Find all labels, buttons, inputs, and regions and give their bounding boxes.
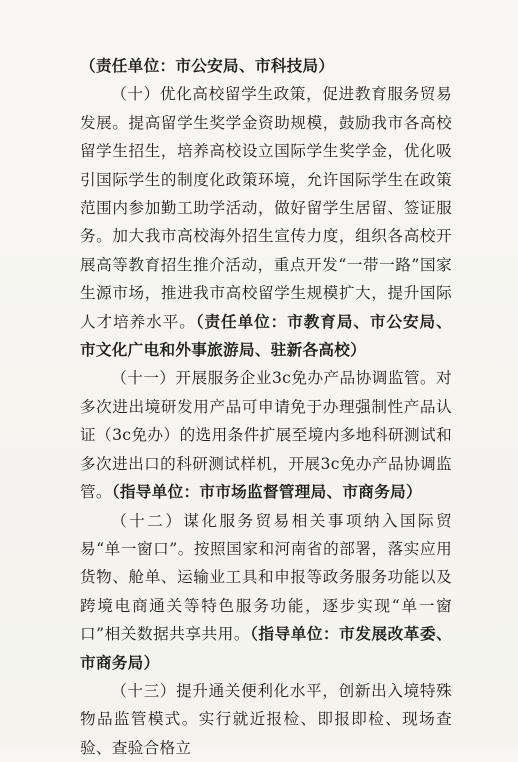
paragraph-11-guidance: （指导单位：市市场监督管理局、市商务局）	[111, 482, 422, 502]
paragraph-10-body: （十）优化高校留学生政策，促进教育服务贸易发展。提高留学生奖学金资助规模，鼓励我市各高校留学生招生，培养高校设立国际学生奖学金，优化吸引国际学生的制度化政策环境，允许国际学生在政策范围内参加勤工助学活动，做好留学生居留、签证服务。加大我市高校海外招生宣传力度，组织各高校开展高等教育招生推介活动，重点开发“一带一路”国家生源市场，推进我市高校留学生规模扩大，提升国际人才培养水平。	[80, 85, 452, 331]
paragraph-13-body: （十三）提升通关便利化水平，创新出入境特殊物品监管模式。实行就近报检、即报即检、现场查验、查验合格立	[80, 681, 452, 757]
paragraph-13	[80, 677, 452, 762]
responsibility-note-0	[80, 52, 452, 80]
paragraph-11-body: （十一）开展服务企业3c免办产品协调监管。对多次进出境研发用产品可申请免于办理强制性产品认证（3c免办）的选用条件扩展至境内多地科研测试和多次进出口的科研测试样机，开展3c免办产品协调监管。	[80, 369, 452, 502]
paragraph-11	[80, 364, 452, 506]
paragraph-12-guidance: （指导单位：市发展改革委、市商务局）	[80, 624, 452, 672]
responsibility-units: （责任单位：市公安局、市科技局）	[80, 56, 335, 75]
paragraph-10-responsibility: （责任单位：市教育局、市公安局、市文化广电和外事旅游局、驻新各高校）	[80, 311, 452, 360]
document-body	[80, 52, 452, 762]
paragraph-12-body: （十二）谋化服务贸易相关事项纳入国际贸易“单一窗口”。按照国家和河南省的部署，落实应用货物、舱单、运输业工具和申报等政务服务功能以及跨境电商通关等特色服务功能，逐步实现“单一窗口”相关数据共享共用。	[80, 511, 452, 644]
paragraph-12	[80, 507, 452, 677]
paragraph-10	[80, 80, 452, 364]
